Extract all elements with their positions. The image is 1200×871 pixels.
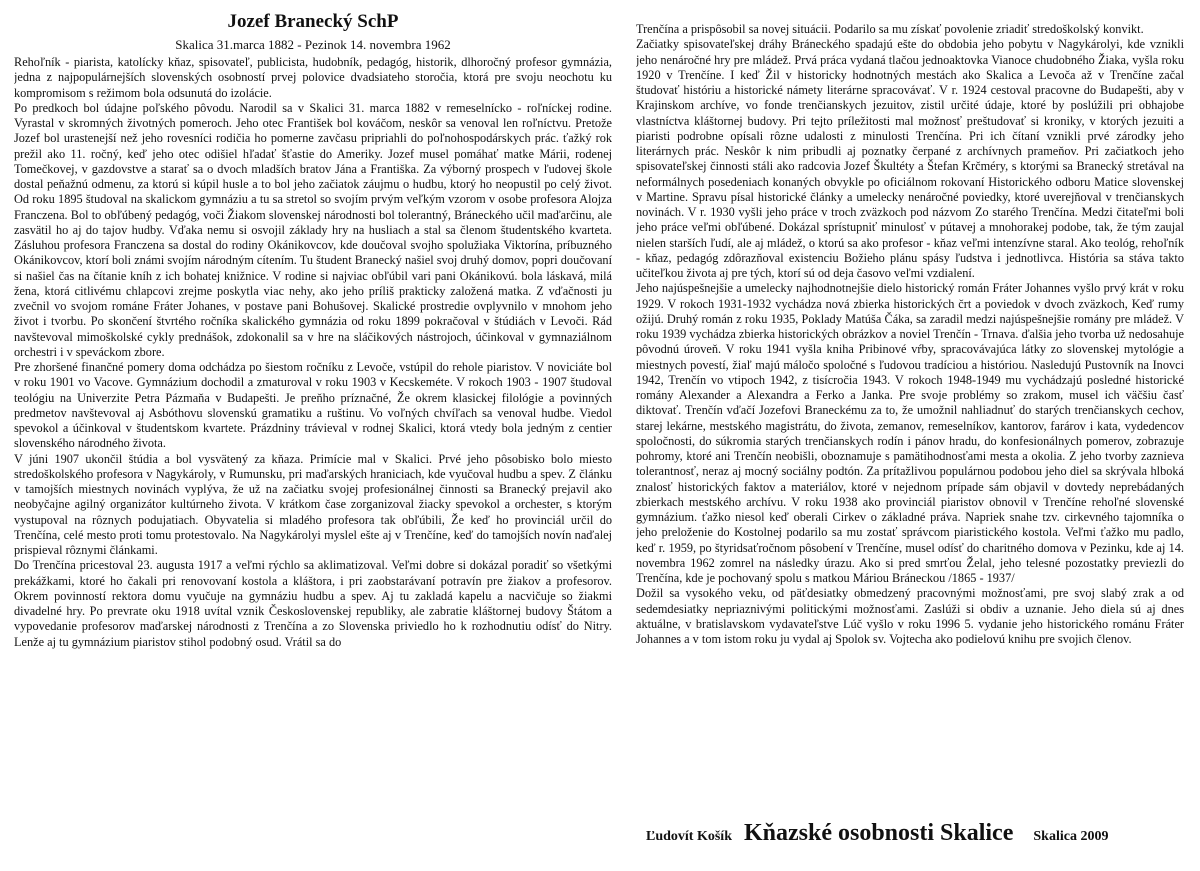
right-column — [636, 22, 1184, 794]
paragraph-return: Trenčína a prispôsobil sa novej situácii. Podarilo sa mu získať povolenie zriadiť stredoškolský konvikt. — [636, 22, 1144, 36]
book-place-year: Skalica 2009 — [1033, 829, 1109, 844]
book-author: Ľudovít Košík — [646, 829, 732, 844]
article-title: Jozef Branecký SchP — [227, 11, 399, 32]
paragraph-childhood: Po predkoch bol údajne poľského pôvodu. Narodil sa v Skalici 31. marca 1882 v remeselnícko - roľníckej rodine. Vyrastal v skromných životných pomeroch. Jeho otec František bol kováčom, neskôr sa venoval len roľníctvu. Pretože Jozef bol urastenejší než jeho rovesníci rodičia ho pomerne zavčasu pripriahli do poľnohospodárskych prác. ťažký rok prežil ako 11. ročný, keď jeho otec odišiel hľadať šťastie do Ameriky. Jozef musel pomáhať matke Márii, rodenej Tomečkovej, v gazdovstve a starať sa o dvoch mladších bratov Jána a Františka. Za výborný prospech v ľudovej škole dostal peňažnú odmenu, za ktorú si kúpil husle a to bol jeho začiatok záujmu o hudbu, ktorý ho neopustil po celý život. Od roku 1895 študoval na skalickom gymnáziu a tu sa stretol so svojím prvým veľkým vzorom v osobe profesora Alojza Franczena. Bol to obľúbený pedagóg, voči Žiakom slovenskej národnosti bol tolerantný, Bráneckého učil maďarčinu, ale zasvätil ho aj do tajov hudby. Vďaka nemu si osvojil základy hry na husliach a stal sa členom študentského kvarteta. Zásluhou profesora Franczena sa dostal do rodiny Okánikovcov, kde doučoval svojho spolužiaka Viktorína, príbuzného Okánikovcov, ktorí boli známi svojím národným cítením. Tu študent Branecký našiel svoj druhý domov, popri doučovaní si našiel čas na čítanie kníh z ich bohatej knižnice. V rodine si najviac obľúbil vari pani Okánikovú. bola láskavá, milá žena, ktorá citlivému chlapcovi zrejme poskytla viac nehy, ako jeho príliš prakticky založená matka. Z vďačnosti ju zvečnil vo svojom románe Fráter Johanes, v postave pani Bohušovej. Skalické prostredie ovplyvnilo v mnohom jeho život i tvorbu. Po skončení štvrtého ročníka skalického gymnázia od roku 1899 pokračoval v štúdiách v Levoči. Rád navštevoval mimoškolské cykly prednášok, zdokonalil sa v hre na sláčikových nástrojoch, účinkoval v gymnaziálnom orchestri i v speváckom zbore. — [14, 100, 612, 359]
book-title: Kňazské osobnosti Skalice — [743, 820, 1014, 846]
paragraph-works: Jeho najúspešnejšie a umelecky najhodnotnejšie dielo historický román Fráter Johannes vyšlo prvý krát v roku 1929. V rokoch 1931-1932 vychádza nová zbierka historických črt a poviedok v dvoch zväzkoch, Keď rumy ožijú. Druhý román z roku 1935, Poklady Matúša Čáka, sa zaradil medzi najúspešnejšie romány pre mládež. V roku 1939 vychádza zbierka historických obrázkov a noviel Trenčín - Trnava. ďalšia jeho tvorba už nedosahuje pôvodnú úroveň. V roku 1941 vyšla kniha Pribinové vŕby, spracovávajúca látky zo slovenskej mytológie a miestnych povestí, žiaľ majú máločo spoločné s ľudovou tradíciou a históriou. Nasledujú Pustovník na Inovci 1942, Trenčín vo vtipoch 1942, z tisícročia 1943. V rokoch 1948-1949 mu vychádzajú posledné historické romány Alexander a Alexandra a Ferko a Janka. Pre svoje problémy so zrakom, musel ich väčšiu časť diktovať. Trenčín vďačí Jozefovi Braneckému za to, že umožnil nahliadnuť do starých trenčianskych cechov, starej lekárne, mestského magistrátu, do života, zemanov, remeselníkov, kantorov, farárov i kata, vydedencov spoločnosti, do súkromia starých trenčianskych rodín i pánov hradu, do konfesionálnych pomerov, zobrazuje pohromy, ktoré ani Trenčín neobišli, oboznamuje s pamätihodnosťami mesta a okolia. Z jeho tvorby zaznieva tolerantnosť, neraz aj mocný sociálny podtón. Za prítažlivou populárnou podobou jeho diel sa skrývala hlboká znalosť historických faktov a materiálov, ktoré v nejednom prípade sám objavil v dovtedy neprebádaných zbierkach mestského archívu. V roku 1938 ako provinciál piaristov obnovil v Trenčíne rehoľné slovenské gymnázium. ťažko niesol keď oberali Cirkev o základné práva. Napriek snahe tzv. cirkevného tajomníka o jeho preloženie do Kostolnej podarilo sa mu zostať správcom piaristického kostola. Veľmi ťažko mu padlo, keď r. 1959, po štyridsaťročnom pôsobení v Trenčíne, musel odísť do charitného domova v Pezinku, kde aj 14. novembra 1962 zomrel na následky úrazu. Ako si pred smrťou Želal, jeho telesné pozostatky previezli do Trenčína, kde je pochovaný spolu s matkou Máriou Bráneckou /1865 - 1937/ — [636, 281, 1184, 585]
left-column — [14, 10, 612, 868]
paragraph-legacy: Dožil sa vysokého veku, od päťdesiatky obmedzený pracovnými možnosťami, pre svoj slabý zrak a od sedemdesiatky nepriaznivými politickými možnosťami. Zaslúži si obdiv a uznanie. Jeho diela sú aj dnes aktuálne, v bratislavskom vydavateľstve Lúč vyšlo v roku 1996 5. vydanie jeho historického románu Fráter Johannes a v tom istom roku ju vydal aj Spolok sv. Vojtecha ako podielovú knihu pre svojich členov. — [636, 586, 1184, 646]
article-subtitle: Skalica 31.marca 1882 - Pezinok 14. novembra 1962 — [175, 37, 451, 52]
paragraph-writing: Začiatky spisovateľskej dráhy Bráneckého spadajú ešte do obdobia jeho pobytu v Nagykárolyi, kde vznikli jeho nenáročné hry pre mládež. Prvá práca vydaná tlačou jednoaktovka Vianoce chudobného Žiaka, vyšla roku 1920 v Trenčíne. I keď Žil v historicky hodnotných mestách ako Skalica a Levoča až v Trenčíne začal študovať históriu a historické námety literárne spracovávať. V r. 1924 cestoval pracovne do Budapešti, aby v Krajinskom archíve, vo fonde trenčianskych jezuitov, zistil určité údaje, ktoré by poslúžili pri obhajobe vlastníctva kláštornej budovy. Pri tejto príležitosti mal možnosť preštudovať si kroniky, v ktorých jezuiti a piaristi podrobne opísali rôzne udalosti z minulosti Trenčína. Pri ich čítaní vznikli prvé zárodky jeho literárnych prác. Neskôr k nim pribudli aj poznatky čerpané z archívnych prameňov. Pri začiatkoch jeho spisovateľskej činnosti stáli ako radcovia Jozef Škultéty a Štefan Krčméry, s ktorými sa Branecký stretával na neformálnych posedeniach konaných obvykle po oficiálnom rokovaní Historického odboru Matice slovenskej v Martine. Spravu písal historické články a umelecky nenáročné poviedky, ktoré uverejňoval v trenčianskych novinách. V r. 1930 vyšli jeho práce v troch zväzkoch pod názvom Zo starého Trenčína. Medzi čitateľmi boli jeho práce veľmi obľúbené. Dokázal sprístupniť minulosť v pútavej a mnohorakej podobe, tak, že tým zaujal nielen starších ľudí, ale aj mládež, o ktorú sa ako profesor - kňaz veľmi intenzívne staral. Ako teológ, rehoľník - kňaz, pedagóg zdôrazňoval existenciu Božieho plánu spásy ľudstva i jednotlivca. História sa stáva takto učiteľkou života aj pre tých, ktorí sú od deja časovo veľmi vzdialení. — [636, 37, 1184, 280]
paragraph-trencin: Do Trenčína pricestoval 23. augusta 1917 a veľmi rýchlo sa aklimatizoval. Veľmi dobre si dokázal poradiť so všetkými prekážkami, ktoré ho čakali pri renovovaní kostola a kláštora, i pri zaobstarávaní potravín pre žiakov a profesorov. Okrem povinností rektora domu vyučuje na gymnáziu hudbu a spev. Aj tu zakladá kapelu a nacvičuje so žiakmi divadelné hry. Po prevrate oku 1918 uvítal vznik Československej republiky, ale zabratie kláštornej budovy Štátom a vypovedanie profesorov maďarskej národnosti z Trenčína a zo Slovenska priviedlo ho k rozhodnutiu odísť do Nitry. Lenže aj tu gymnázium piaristov stihol podobný osud. Vrátil sa do — [14, 558, 612, 649]
paragraph-studies: Pre zhoršené finančné pomery doma odchádza po šiestom ročníku z Levoče, vstúpil do rehole piaristov. V noviciáte bol v roku 1901 vo Vacove. Gymnázium dochodil a zmaturoval v roku 1903 v Kecskeméte. V rokoch 1903 - 1907 študoval teológiu na Univerzite Petra Pázmaňa v Budapešti. Je preňho príznačné, Že okrem klasickej filológie a povinných predmetov navštevoval aj Asbóthovu slovenskú gramatiku a ruštinu. Vo voľných chvíľach sa venoval hudbe. Viedol spevokol a účinkoval v študentskom kvartete. Prázdniny trávieval v rodnej Skalici, ktorá vtedy bola jedným z centier slovenského národného života. — [14, 360, 612, 451]
paragraph-ordination: V júni 1907 ukončil štúdia a bol vysvätený za kňaza. Primície mal v Skalici. Prvé jeho pôsobisko bolo miesto stredoškolského profesora v Nagykároly, v Rumunsku, pri maďarských hraniciach, kde vyučoval hudbu a spev. Z článku v tamojších miestnych novinách vyplýva, že už na začiatku svojej profesionálnej činnosti sa Branecký prejavil ako neobyčajne agilný organizátor kultúrneho života. V krátkom čase zorganizoval žiacky spevokol a orchester, s ktorým vystupoval na rôznych podujatiach. Obyvatelia si mladého profesora tak obľúbili, Že keď ho provinciál určil do Trenčína, celé mesto proti tomu protestovalo. Na Nagykárolyi myslel ešte aj v Trenčíne, keď do tamojších novín naďalej prispieval rôznymi článkami. — [14, 451, 612, 557]
paragraph-intro: Rehoľník - piarista, katolícky kňaz, spisovateľ, publicista, hudobník, pedagóg, historik, dlhoročný profesor gymnázia, jedna z najpopulárnejších slovenských osobností prvej polovice dvadsiateho storočia, ktorá pre svoju neochotu ku kompromisom s režimom bola odsunutá do izolácie. — [14, 55, 612, 100]
book-footer — [636, 820, 1184, 860]
